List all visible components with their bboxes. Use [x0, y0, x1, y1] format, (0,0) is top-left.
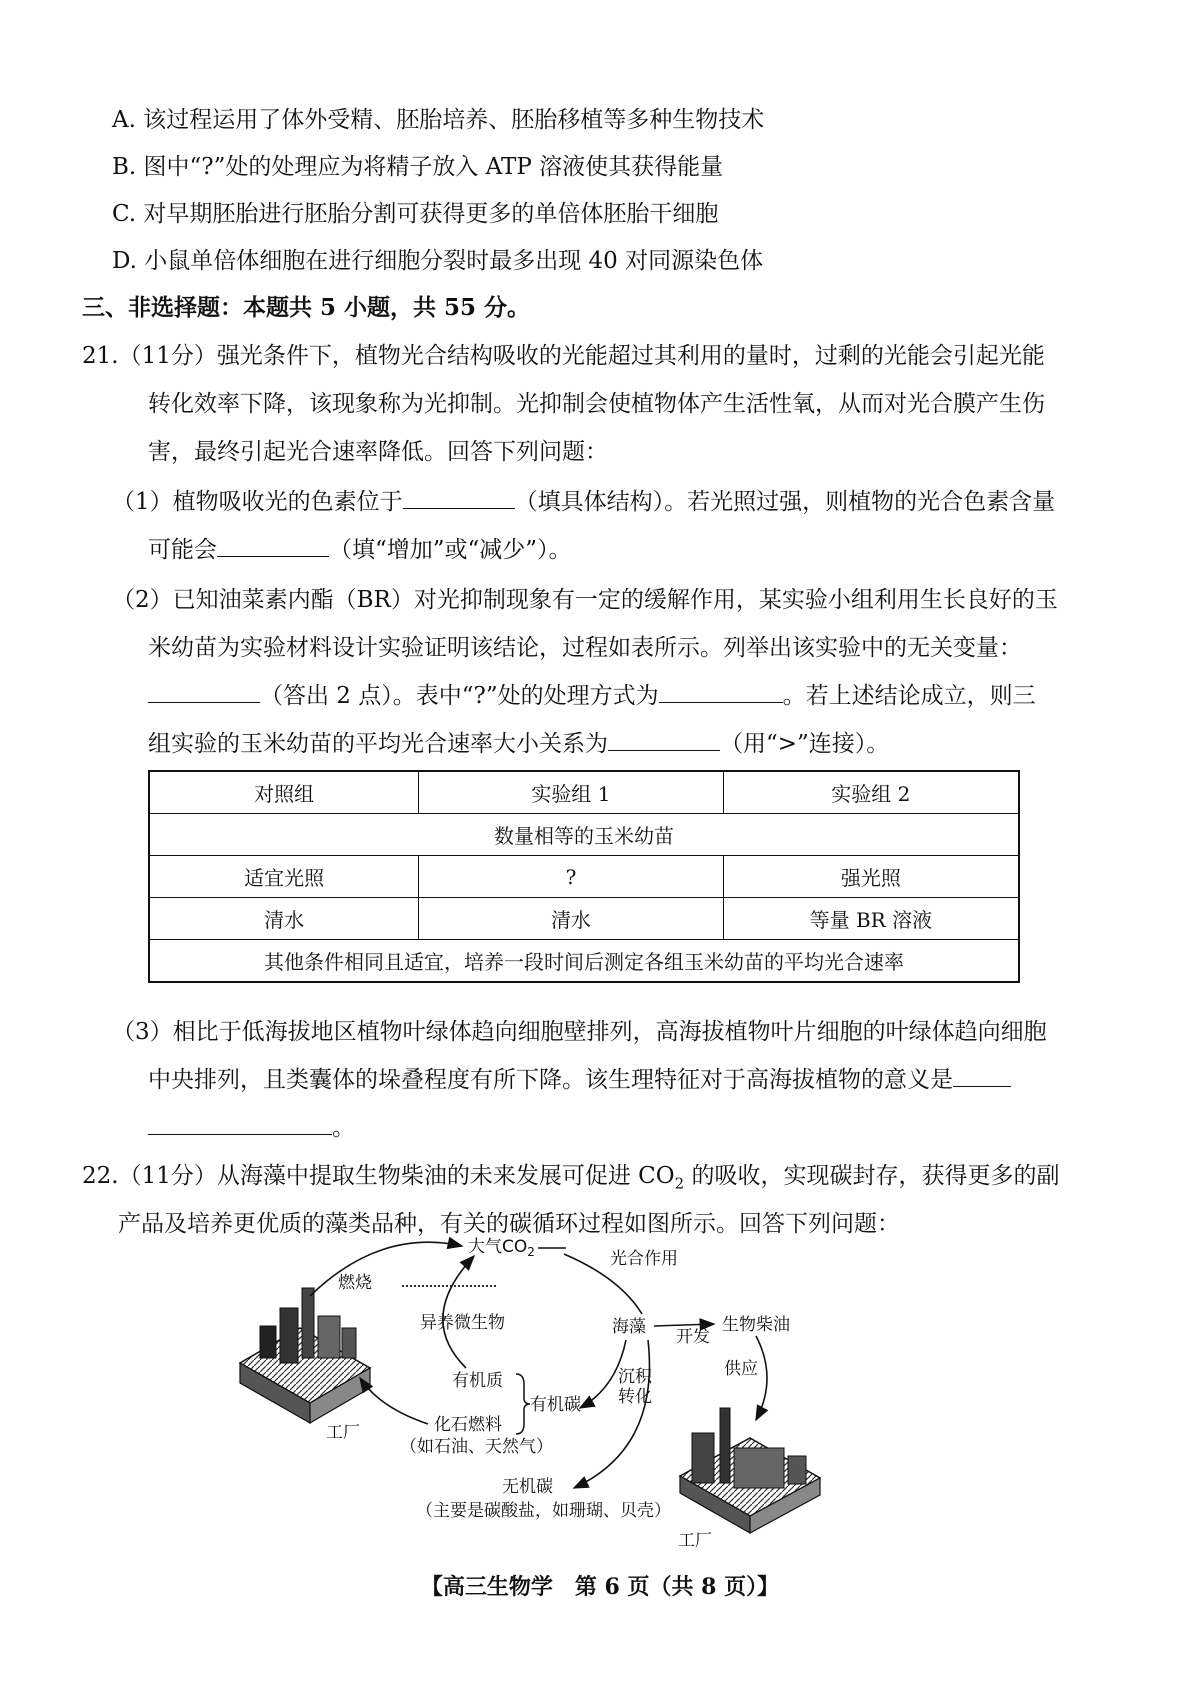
- table-cell: 实验组 2: [723, 771, 1019, 814]
- table-row: [149, 814, 1019, 856]
- experiment-table: [148, 770, 1020, 983]
- answer-blank[interactable]: [148, 680, 260, 703]
- label-heterotrophs: 异养微生物: [420, 1313, 505, 1333]
- q21-part2-text-c1: （答出 2 点）。表中“?”处的处理方式为: [260, 683, 659, 709]
- q21-part1-text-c: 可能会: [148, 537, 217, 563]
- label-inorganic-carbon: 无机碳: [502, 1477, 553, 1497]
- q21-part1-text-d: （填“增加”或“减少”）。: [329, 537, 572, 563]
- q21-part1-text-b: （填具体结构）。若光照过强，则植物的光合色素含量: [514, 489, 1056, 515]
- q21-part2-text-d1: 组实验的玉米幼苗的平均光合速率大小关系为: [148, 731, 608, 757]
- table-row: [149, 771, 1019, 814]
- label-photosynthesis: 光合作用: [610, 1249, 678, 1269]
- option-a: A. 该过程运用了体外受精、胚胎培养、胚胎移植等多种生物技术: [112, 107, 765, 133]
- q21-part1-line1: [112, 486, 1055, 518]
- page-footer: 【高三生物学 第 6 页（共 8 页）】: [420, 1574, 780, 1600]
- q21-part3-text-c: 。: [332, 1115, 355, 1141]
- label-atmosphere: 大气$CO_2$: [468, 1237, 535, 1259]
- arrow-heterotrophs: [443, 1256, 474, 1368]
- label-inorganic-example: （主要是碳酸盐，如珊瑚、贝壳）: [416, 1501, 671, 1521]
- q21-part2-line2: 米幼苗为实验材料设计实验证明该结论，过程如表所示。列举出该实验中的无关变量：: [148, 635, 1022, 661]
- table-cell: 对照组: [149, 771, 419, 814]
- label-factory-right: 工厂: [678, 1531, 712, 1551]
- table-cell: 其他条件相同且适宜，培养一段时间后测定各组玉米幼苗的平均光合速率: [149, 940, 1019, 983]
- q22-subscript: 2: [674, 1174, 685, 1193]
- q22-text-a: 22.（11分）从海藻中提取生物柴油的未来发展可促进 CO: [82, 1163, 675, 1189]
- q22-stem-line1: [82, 1160, 1059, 1200]
- q21-part3-line2: [148, 1064, 1011, 1096]
- table-row: [149, 856, 1019, 898]
- table-cell: 数量相等的玉米幼苗: [149, 814, 1019, 856]
- q21-part2-line4: [148, 728, 889, 760]
- table-cell: 等量 BR 溶液: [723, 898, 1019, 940]
- label-factory-left: 工厂: [326, 1423, 360, 1443]
- q21-part2-text-d2: （用“>”连接）。: [720, 731, 890, 757]
- answer-blank[interactable]: [659, 680, 783, 703]
- table-cell: ?: [419, 856, 724, 898]
- table-cell: 实验组 1: [419, 771, 724, 814]
- label-combustion: 燃烧: [338, 1273, 372, 1293]
- answer-blank[interactable]: [403, 486, 515, 509]
- q21-part2-line1: （2）已知油菜素内酯（BR）对光抑制现象有一定的缓解作用，某实验小组利用生长良好的玉: [112, 587, 1058, 613]
- q21-stem-line3: 害，最终引起光合速率降低。回答下列问题：: [148, 439, 608, 465]
- answer-blank[interactable]: [953, 1064, 1011, 1087]
- q21-stem-line2: 转化效率下降，该现象称为光抑制。光抑制会使植物体产生活性氧，从而对光合膜产生伤: [148, 391, 1045, 417]
- table-cell: 清水: [419, 898, 724, 940]
- section-heading: 三、非选择题：本题共 5 小题，共 55 分。: [82, 294, 531, 321]
- label-transform: 转化: [618, 1387, 652, 1407]
- label-fossil-example: （如石油、天然气）: [400, 1437, 553, 1457]
- q21-part1-line2: [148, 534, 572, 566]
- option-d: D. 小鼠单倍体细胞在进行细胞分裂时最多出现 40 对同源染色体: [112, 248, 764, 274]
- table-cell: 清水: [149, 898, 419, 940]
- q22-text-b: 的吸收，实现碳封存，获得更多的副: [684, 1163, 1060, 1189]
- q21-part2-line3: [148, 680, 1036, 712]
- arrow-combustion: [310, 1242, 462, 1296]
- q21-part3-line3: [148, 1112, 355, 1144]
- label-supply: 供应: [724, 1359, 758, 1379]
- q21-part1-text-a: （1）植物吸收光的色素位于: [112, 489, 403, 515]
- label-fossil-fuel: 化石燃料: [434, 1415, 502, 1435]
- answer-blank[interactable]: [148, 1112, 332, 1135]
- q21-part2-text-c2: 。若上述结论成立，则三: [782, 683, 1036, 709]
- group-brace: [516, 1374, 530, 1434]
- factory-left-icon: [240, 1288, 370, 1423]
- table-cell: 强光照: [723, 856, 1019, 898]
- arrow-develop: [654, 1324, 714, 1326]
- label-organic-matter: 有机质: [452, 1371, 503, 1391]
- label-organic-carbon: 有机碳: [530, 1395, 581, 1415]
- label-biodiesel: 生物柴油: [722, 1315, 790, 1335]
- table-cell: 适宜光照: [149, 856, 419, 898]
- q21-part3-text-b: 中央排列，且类囊体的垛叠程度有所下降。该生理特征对于高海拔植物的意义是: [148, 1067, 953, 1093]
- label-algae: 海藻: [612, 1317, 646, 1337]
- arrow-inorganic: [574, 1340, 649, 1488]
- table-row: [149, 940, 1019, 983]
- carbon-cycle-diagram: [230, 1228, 950, 1560]
- label-deposit: 沉积: [618, 1367, 652, 1387]
- q22-stem-line2: 产品及培养更优质的藻类品种，有关的碳循环过程如图所示。回答下列问题：: [118, 1211, 900, 1237]
- q21-stem-line1: 21.（11分）强光条件下，植物光合结构吸收的光能超过其利用的量时，过剩的光能会引起光能: [82, 343, 1045, 369]
- table-row: [149, 898, 1019, 940]
- factory-right-icon: [680, 1408, 820, 1533]
- q21-part3-line1: （3）相比于低海拔地区植物叶绿体趋向细胞壁排列，高海拔植物叶片细胞的叶绿体趋向细胞: [112, 1019, 1047, 1045]
- option-c: C. 对早期胚胎进行胚胎分割可获得更多的单倍体胚胎干细胞: [112, 201, 719, 227]
- answer-blank[interactable]: [217, 534, 329, 557]
- label-develop: 开发: [676, 1327, 710, 1347]
- answer-blank[interactable]: [608, 728, 720, 751]
- option-b: B. 图中“?”处的处理应为将精子放入 ATP 溶液使其获得能量: [112, 154, 724, 180]
